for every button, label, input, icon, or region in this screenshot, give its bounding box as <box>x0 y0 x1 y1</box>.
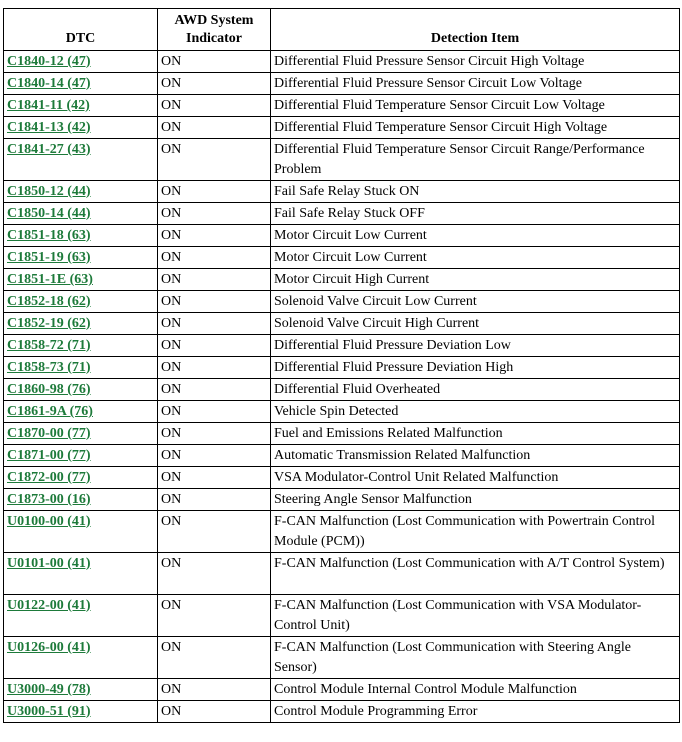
dtc-link[interactable]: C1858-72 (71) <box>7 338 91 353</box>
dtc-link[interactable]: C1841-27 (43) <box>7 142 91 157</box>
detection-cell: F-CAN Malfunction (Lost Communication with Steering Angle Sensor) <box>271 637 680 679</box>
dtc-link[interactable]: U0100-00 (41) <box>7 514 91 529</box>
dtc-cell <box>4 225 158 247</box>
table-row <box>4 401 680 423</box>
table-row <box>4 269 680 291</box>
detection-cell: Differential Fluid Pressure Sensor Circuit High Voltage <box>271 51 680 73</box>
dtc-cell <box>4 291 158 313</box>
detection-cell: Differential Fluid Pressure Deviation Low <box>271 335 680 357</box>
table-row <box>4 701 680 723</box>
detection-cell: Fail Safe Relay Stuck ON <box>271 181 680 203</box>
dtc-link[interactable]: C1851-19 (63) <box>7 250 91 265</box>
table-row <box>4 291 680 313</box>
dtc-link[interactable]: C1870-00 (77) <box>7 426 91 441</box>
detection-cell: Differential Fluid Pressure Sensor Circuit Low Voltage <box>271 73 680 95</box>
detection-cell: Vehicle Spin Detected <box>271 401 680 423</box>
indicator-cell: ON <box>158 203 271 225</box>
indicator-cell: ON <box>158 401 271 423</box>
indicator-cell: ON <box>158 511 271 553</box>
detection-cell: Differential Fluid Overheated <box>271 379 680 401</box>
table-row <box>4 379 680 401</box>
detection-cell: F-CAN Malfunction (Lost Communication with A/T Control System) <box>271 553 680 595</box>
dtc-cell <box>4 379 158 401</box>
indicator-cell: ON <box>158 379 271 401</box>
table-row <box>4 203 680 225</box>
table-row <box>4 335 680 357</box>
dtc-cell <box>4 511 158 553</box>
table-row <box>4 95 680 117</box>
dtc-cell <box>4 357 158 379</box>
dtc-link[interactable]: C1852-18 (62) <box>7 294 91 309</box>
table-row <box>4 117 680 139</box>
dtc-cell <box>4 335 158 357</box>
header-indicator-line2: Indicator <box>186 31 242 46</box>
detection-cell: VSA Modulator-Control Unit Related Malfunction <box>271 467 680 489</box>
dtc-cell <box>4 117 158 139</box>
detection-cell: Solenoid Valve Circuit Low Current <box>271 291 680 313</box>
dtc-link[interactable]: U0101-00 (41) <box>7 556 91 571</box>
header-dtc <box>4 9 158 51</box>
indicator-cell: ON <box>158 489 271 511</box>
detection-cell: Motor Circuit Low Current <box>271 225 680 247</box>
header-indicator-line1: AWD System <box>174 13 254 28</box>
dtc-link[interactable]: C1840-12 (47) <box>7 54 91 69</box>
detection-cell: Differential Fluid Temperature Sensor Circuit High Voltage <box>271 117 680 139</box>
indicator-cell: ON <box>158 73 271 95</box>
dtc-cell <box>4 73 158 95</box>
table-row <box>4 595 680 637</box>
dtc-cell <box>4 489 158 511</box>
detection-cell: Automatic Transmission Related Malfunction <box>271 445 680 467</box>
dtc-cell <box>4 95 158 117</box>
indicator-cell: ON <box>158 423 271 445</box>
table-row <box>4 51 680 73</box>
dtc-link[interactable]: C1858-73 (71) <box>7 360 91 375</box>
dtc-cell <box>4 203 158 225</box>
dtc-link[interactable]: U3000-49 (78) <box>7 682 91 697</box>
table-row <box>4 423 680 445</box>
table-row <box>4 247 680 269</box>
dtc-cell <box>4 401 158 423</box>
dtc-link[interactable]: C1872-00 (77) <box>7 470 91 485</box>
dtc-link[interactable]: C1841-13 (42) <box>7 120 91 135</box>
detection-cell: Differential Fluid Temperature Sensor Circuit Range/Performance Problem <box>271 139 680 181</box>
table-row <box>4 511 680 553</box>
table-row <box>4 467 680 489</box>
table-row <box>4 357 680 379</box>
table-row <box>4 489 680 511</box>
indicator-cell: ON <box>158 291 271 313</box>
indicator-cell: ON <box>158 553 271 595</box>
header-detection <box>271 9 680 51</box>
dtc-cell <box>4 553 158 595</box>
table-row <box>4 313 680 335</box>
table-row <box>4 139 680 181</box>
detection-cell: Motor Circuit High Current <box>271 269 680 291</box>
detection-cell: F-CAN Malfunction (Lost Communication with VSA Modulator-Control Unit) <box>271 595 680 637</box>
table-row <box>4 73 680 95</box>
table-row <box>4 679 680 701</box>
indicator-cell: ON <box>158 269 271 291</box>
dtc-cell <box>4 679 158 701</box>
dtc-cell <box>4 313 158 335</box>
dtc-cell <box>4 247 158 269</box>
detection-cell: Steering Angle Sensor Malfunction <box>271 489 680 511</box>
indicator-cell: ON <box>158 357 271 379</box>
dtc-link[interactable]: C1840-14 (47) <box>7 76 91 91</box>
indicator-cell: ON <box>158 637 271 679</box>
indicator-cell: ON <box>158 467 271 489</box>
dtc-link[interactable]: U0122-00 (41) <box>7 598 91 613</box>
dtc-link[interactable]: C1860-98 (76) <box>7 382 91 397</box>
dtc-link[interactable]: C1850-12 (44) <box>7 184 91 199</box>
dtc-link[interactable]: C1852-19 (62) <box>7 316 91 331</box>
header-indicator <box>158 9 271 51</box>
detection-cell: Differential Fluid Temperature Sensor Circuit Low Voltage <box>271 95 680 117</box>
dtc-link[interactable]: C1850-14 (44) <box>7 206 91 221</box>
indicator-cell: ON <box>158 313 271 335</box>
dtc-cell <box>4 423 158 445</box>
dtc-link[interactable]: U3000-51 (91) <box>7 704 91 719</box>
header-detection-label: Detection Item <box>430 31 520 46</box>
indicator-cell: ON <box>158 225 271 247</box>
dtc-link[interactable]: U0126-00 (41) <box>7 640 91 655</box>
header-dtc-label: DTC <box>65 31 96 46</box>
detection-cell: Control Module Internal Control Module Malfunction <box>271 679 680 701</box>
dtc-table <box>3 8 680 723</box>
detection-cell: Fail Safe Relay Stuck OFF <box>271 203 680 225</box>
indicator-cell: ON <box>158 701 271 723</box>
indicator-cell: ON <box>158 445 271 467</box>
table-row <box>4 225 680 247</box>
indicator-cell: ON <box>158 139 271 181</box>
table-row <box>4 181 680 203</box>
dtc-link[interactable]: C1871-00 (77) <box>7 448 91 463</box>
indicator-cell: ON <box>158 595 271 637</box>
indicator-cell: ON <box>158 51 271 73</box>
indicator-cell: ON <box>158 679 271 701</box>
indicator-cell: ON <box>158 247 271 269</box>
dtc-link[interactable]: C1841-11 (42) <box>7 98 90 113</box>
dtc-cell <box>4 701 158 723</box>
detection-cell: Control Module Programming Error <box>271 701 680 723</box>
table-body <box>4 51 680 723</box>
header-row <box>4 9 680 51</box>
dtc-link[interactable]: C1851-18 (63) <box>7 228 91 243</box>
dtc-cell <box>4 269 158 291</box>
dtc-link[interactable]: C1873-00 (16) <box>7 492 91 507</box>
indicator-cell: ON <box>158 117 271 139</box>
indicator-cell: ON <box>158 335 271 357</box>
indicator-cell: ON <box>158 95 271 117</box>
dtc-link[interactable]: C1851-1E (63) <box>7 272 93 287</box>
dtc-cell <box>4 467 158 489</box>
table-row <box>4 445 680 467</box>
detection-cell: Fuel and Emissions Related Malfunction <box>271 423 680 445</box>
detection-cell: Differential Fluid Pressure Deviation High <box>271 357 680 379</box>
indicator-cell: ON <box>158 181 271 203</box>
dtc-cell <box>4 637 158 679</box>
dtc-link[interactable]: C1861-9A (76) <box>7 404 93 419</box>
detection-cell: F-CAN Malfunction (Lost Communication with Powertrain Control Module (PCM)) <box>271 511 680 553</box>
dtc-cell <box>4 445 158 467</box>
table-row <box>4 553 680 595</box>
dtc-cell <box>4 181 158 203</box>
dtc-cell <box>4 51 158 73</box>
table-row <box>4 637 680 679</box>
detection-cell: Solenoid Valve Circuit High Current <box>271 313 680 335</box>
dtc-cell <box>4 595 158 637</box>
dtc-cell <box>4 139 158 181</box>
detection-cell: Motor Circuit Low Current <box>271 247 680 269</box>
